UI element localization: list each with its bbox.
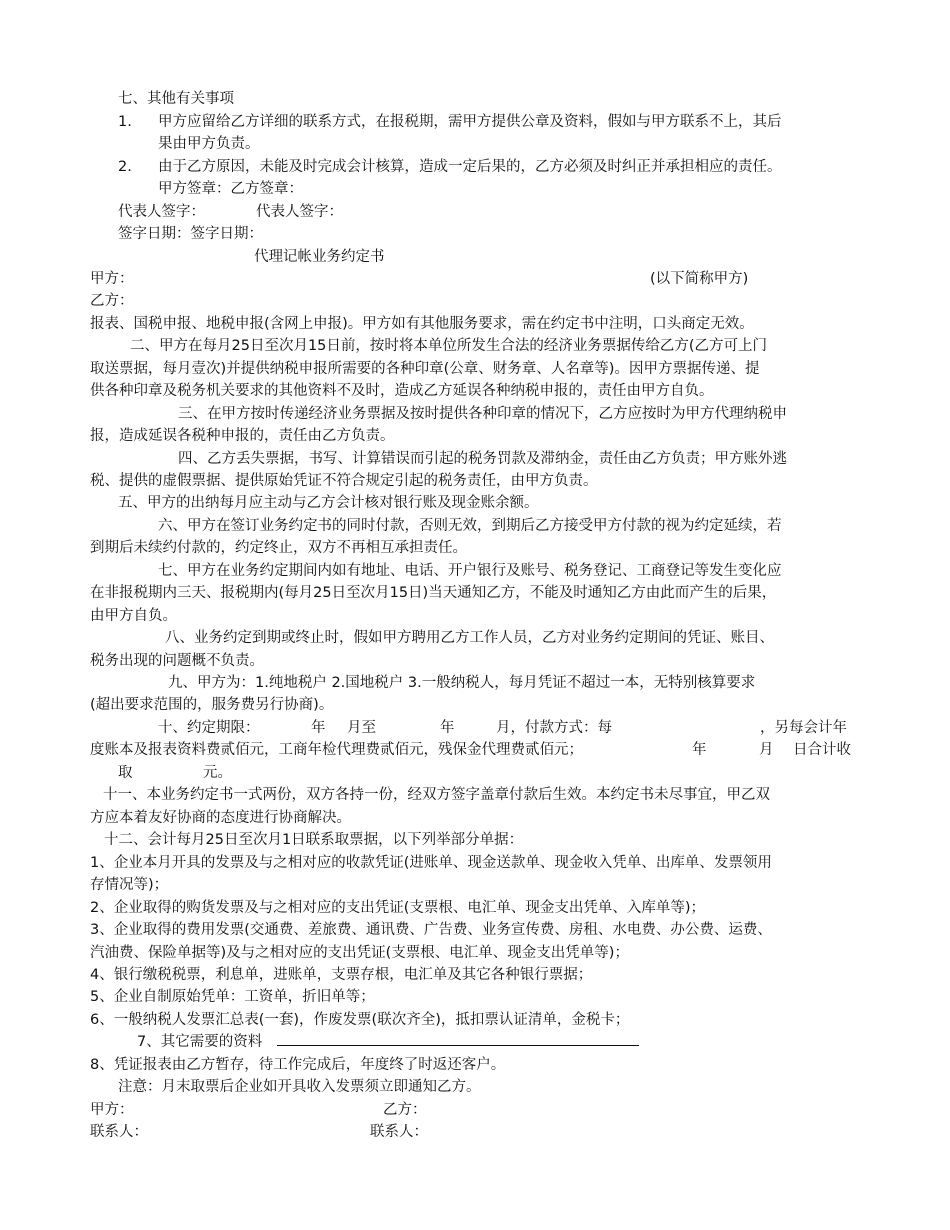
paragraph-9-cont: (超出要求范围的，服务费另行协商)。 — [90, 697, 334, 713]
paragraph-1: 报表、国税申报、地税申报(含网上申报)。甲方如有其他服务要求，需在约定书中注明，口头商定无效。 — [90, 316, 754, 332]
section7-item1-number: 1. — [118, 114, 132, 130]
paragraph-6-cont: 到期后未续约付款的，约定终止，双方不再相互承担责任。 — [90, 540, 467, 556]
footer-contact-a: 联系人： — [90, 1124, 148, 1140]
list-item: 8、凭证报表由乙方暂存，待工作完成后，年度终了时返还客户。 — [90, 1057, 506, 1073]
paragraph-3-cont: 报，造成延误各税种申报的，责任由乙方负责。 — [90, 428, 395, 444]
paragraph-7: 七、甲方在业务约定期间内如有地址、电话、开户银行及账号、税务登记、工商登记等发生变化应 — [158, 563, 782, 579]
paragraph-9: 九、甲方为：1.纯地税户 2.国地税户 3.一般纳税人，每月凭证不超过一本，无特别核算要求 — [168, 675, 756, 691]
footer-party-b: 乙方： — [383, 1102, 427, 1118]
paragraph-4-cont: 税、提供的虚假票据、提供原始凭证不符合规定引起的税务责任，由甲方负责。 — [90, 473, 598, 489]
annual-fee-detail: 度账本及报表资料费贰佰元，工商年检代理费贰佰元，残保金代理费贰佰元； — [90, 742, 583, 758]
term-start-year: 年 — [311, 720, 326, 736]
paragraph-3: 三、在甲方按时传递经济业务票据及按时提供各种印章的情况下，乙方应按时为甲方代理纳税申 — [178, 406, 787, 422]
paragraph-7-cont: 由甲方自负。 — [90, 608, 177, 624]
signature-line: 甲方签章：乙方签章： — [158, 181, 303, 197]
note: 注意：月末取票后企业如开具收入发票须立即通知乙方。 — [118, 1079, 481, 1095]
paragraph-2-cont: 取送票据，每月壹次)并提供纳税申报所需要的各种印章(公章、财务章、人名章等)。因甲方票据传递、提 — [90, 361, 760, 377]
total-day: 日合计收 — [793, 742, 851, 758]
annual-fee-intro: ，另每会计年 — [760, 720, 847, 736]
representative-b-signature: 代表人签字： — [256, 204, 343, 220]
footer-contact-b: 联系人： — [370, 1124, 428, 1140]
signature-date-line: 签字日期：签字日期： — [118, 226, 263, 242]
paragraph-8: 八、业务约定到期或终止时，假如甲方聘用乙方工作人员，乙方对业务约定期间的凭证、账目、 — [165, 630, 774, 646]
paragraph-12-heading: 十二、会计每月25日至次月1日联系取票据，以下列举部分单据： — [104, 832, 524, 848]
paragraph-6: 六、甲方在签订业务约定书的同时付款，否则无效，到期后乙方接受甲方付款的视为约定延续，若 — [158, 518, 782, 534]
total-collect: 取 — [118, 765, 133, 781]
paragraph-4: 四、乙方丢失票据，书写、计算错误而引起的税务罚款及滞纳金，责任由乙方负责；甲方账外逃 — [178, 451, 787, 467]
paragraph-10-label: 十、约定期限： — [158, 720, 260, 736]
section7-item1-text: 甲方应留给乙方详细的联系方式，在报税期，需甲方提供公章及资料，假如与甲方联系不上，其后 — [158, 114, 782, 130]
section7-heading: 七、其他有关事项 — [118, 91, 234, 107]
document-title: 代理记帐业务约定书 — [254, 249, 385, 265]
party-a-abbreviation: (以下简称甲方) — [650, 271, 749, 287]
section7-item1-text-cont: 果由甲方负责。 — [158, 136, 260, 152]
section7-item2-text: 由于乙方原因，未能及时完成会计核算，造成一定后果的，乙方必须及时纠正并承担相应的责任。 — [158, 159, 782, 175]
payment-method: 月，付款方式：每 — [496, 720, 612, 736]
footer-party-a: 甲方： — [90, 1102, 134, 1118]
section7-item2-number: 2. — [118, 159, 132, 175]
list-item: 3、企业取得的费用发票(交通费、差旅费、通讯费、广告费、业务宣传费、房租、水电费、办公费、运费、 — [90, 922, 772, 938]
paragraph-8-cont: 税务出现的问题概不负责。 — [90, 653, 264, 669]
total-month: 月 — [759, 742, 774, 758]
other-materials-blank-line — [277, 1045, 639, 1046]
list-item: 4、银行缴税税票，利息单，进账单，支票存根，电汇单及其它各种银行票据； — [90, 967, 593, 983]
representative-a-signature: 代表人签字： — [118, 204, 205, 220]
paragraph-7-cont: 在非报税期内三天、报税期内(每月25日至次月15日)当天通知乙方，不能及时通知乙方由此而产生的后果， — [90, 585, 777, 601]
list-item: 1、企业本月开具的发票及与之相对应的收款凭证(进账单、现金送款单、现金收入凭单、出库单、发票领用 — [90, 855, 772, 871]
party-a-label: 甲方： — [90, 271, 134, 287]
term-start-month: 月至 — [347, 720, 376, 736]
list-item: 5、企业自制原始凭单：工资单，折旧单等； — [90, 989, 375, 1005]
term-end-year: 年 — [440, 720, 455, 736]
party-b-label: 乙方： — [90, 293, 134, 309]
total-yuan: 元。 — [203, 765, 232, 781]
paragraph-5: 五、甲方的出纳每月应主动与乙方会计核对银行账及现金账余额。 — [118, 495, 539, 511]
paragraph-2: 二、甲方在每月25日至次月15日前，按时将本单位所发生合法的经济业务票据传给乙方(乙方可上门 — [130, 338, 768, 354]
list-item: 7、其它需要的资料 — [137, 1034, 263, 1050]
list-item-cont: 存情况等)； — [90, 877, 169, 893]
list-item: 2、企业取得的购货发票及与之相对应的支出凭证(支票根、电汇单、现金支出凭单、入库单等)； — [90, 900, 706, 916]
total-year: 年 — [692, 742, 707, 758]
paragraph-11: 十一、本业务约定书一式两份，双方各持一份，经双方签字盖章付款后生效。本约定书未尽事宜，甲乙双 — [103, 787, 770, 803]
paragraph-11-cont: 方应本着友好协商的态度进行协商解决。 — [90, 810, 351, 826]
paragraph-2-cont: 供各种印章及税务机关要求的其他资料不及时，造成乙方延误各种纳税申报的，责任由甲方自负。 — [90, 383, 714, 399]
list-item: 6、一般纳税人发票汇总表(一套)，作废发票(联次齐全)，抵扣票认证清单，金税卡； — [90, 1012, 630, 1028]
list-item-cont: 汽油费、保险单据等)及与之相对应的支出凭证(支票根、电汇单、现金支出凭单等)； — [90, 945, 629, 961]
